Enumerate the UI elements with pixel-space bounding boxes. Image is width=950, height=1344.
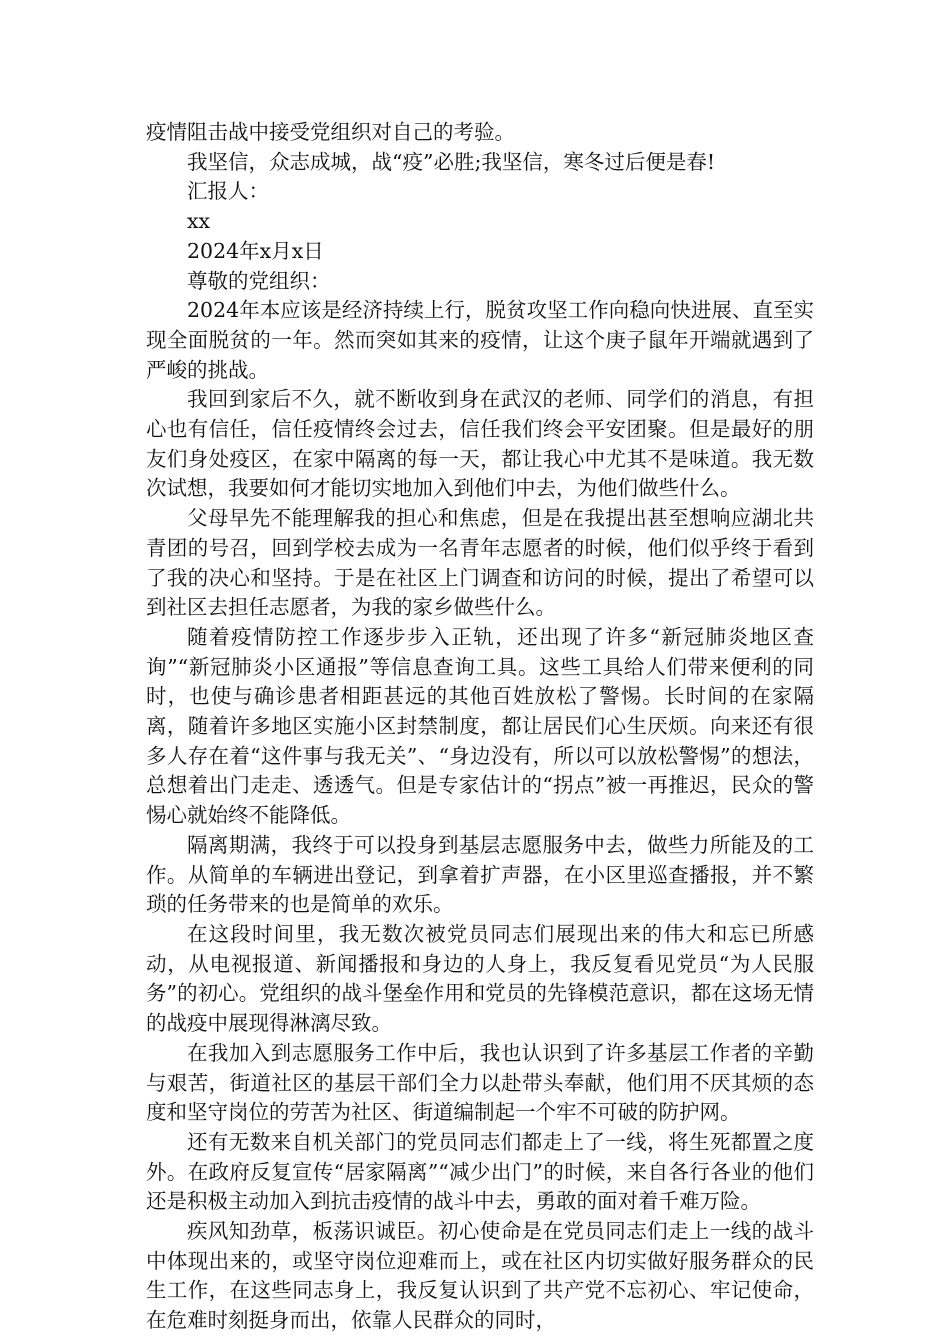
- paragraph-belief: 我坚信，众志成城，战“疫”必胜;我坚信，寒冬过后便是春!: [187, 149, 716, 174]
- reporter-label: 汇报人：: [187, 179, 269, 204]
- paragraph-party-members: 在这段时间里，我无数次被党员同志们展现出来的伟大和忘已所感动，从电视报道、新闻播报和身边的人身上，我反复看见党员“为人民服务”的初心。党组织的战斗堡垒作用和党员的先锋模范意识，都在这场无情的战疫中展现得淋漓尽致。: [146, 921, 814, 1036]
- paragraph-volunteer: 隔离期满，我终于可以投身到基层志愿服务中去，做些力所能及的工作。从简单的车辆进出登记，到拿着扩声器，在小区里巡查播报，并不繁琐的任务带来的也是简单的欢乐。: [146, 832, 814, 917]
- paragraph-mission: 疾风知劲草，板荡识诚臣。初心使命是在党员同志们走上一线的战斗中体现出来的，或坚守岗位迎难而上，或在社区内切实做好服务群众的民生工作，在这些同志身上，我反复认识到了共产党不忘初心、牢记使命，在危难时刻挺身而出，依靠人民群众的同时，: [146, 1219, 814, 1333]
- reporter-name: xx: [187, 209, 211, 234]
- document-page: [146, 118, 814, 1336]
- paragraph-parents: 父母早先不能理解我的担心和焦虑，但是在我提出甚至想响应湖北共青团的号召，回到学校去成为一名青年志愿者的时候，他们似乎终于看到了我的决心和坚持。于是在社区上门调查和访问的时候，提出了希望可以到社区去担任志愿者，为我的家乡做些什么。: [146, 506, 814, 620]
- paragraph-grassroots: 在我加入到志愿服务工作中后，我也认识到了许多基层工作者的辛勤与艰苦，街道社区的基层干部们全力以赴带头奉献，他们用不厌其烦的态度和坚守岗位的劳苦为社区、街道编制起一个牢不可破的防护网。: [146, 1040, 814, 1125]
- paragraph-continued: 疫情阻击战中接受党组织对自己的考验。: [146, 120, 515, 144]
- salutation: 尊敬的党组织：: [187, 268, 331, 293]
- paragraph-prevention: 随着疫情防控工作逐步步入正轨，还出现了许多“新冠肺炎地区查询”“新冠肺炎小区通报”等信息查询工具。这些工具给人们带来便利的同时，也使与确诊患者相距甚远的其他百姓放松了警惕。长时间的在家隔离，随着许多地区实施小区封禁制度，都让居民们心生厌烦。向来还有很多人存在着“这件事与我无关”、“身边没有，所以可以放松警惕”的想法，总想着出门走走、透透气。但是专家估计的“拐点”被一再推迟，民众的警惕心就始终不能降低。: [146, 624, 814, 828]
- paragraph-intro: 2024年本应该是经济持续上行，脱贫攻坚工作向稳向快进展、直至实现全面脱贫的一年。然而突如其来的疫情，让这个庚子鼠年开端就遇到了严峻的挑战。: [146, 298, 814, 382]
- paragraph-return-home: 我回到家后不久，就不断收到身在武汉的老师、同学们的消息，有担心也有信任，信任疫情终会过去，信任我们终会平安团聚。但是最好的朋友们身处疫区，在家中隔离的每一天，都让我心中尤其不是味道。我无数次试想，我要如何才能切实地加入到他们中去，为他们做些什么。: [146, 387, 814, 501]
- report-date: 2024年x月x日: [187, 238, 324, 263]
- paragraph-frontline: 还有无数来自机关部门的党员同志们都走上了一线，将生死都置之度外。在政府反复宣传“居家隔离”“减少出门”的时候，来自各行各业的他们还是积极主动加入到抗击疫情的战斗中去，勇敢的面对着千难万险。: [146, 1129, 814, 1214]
